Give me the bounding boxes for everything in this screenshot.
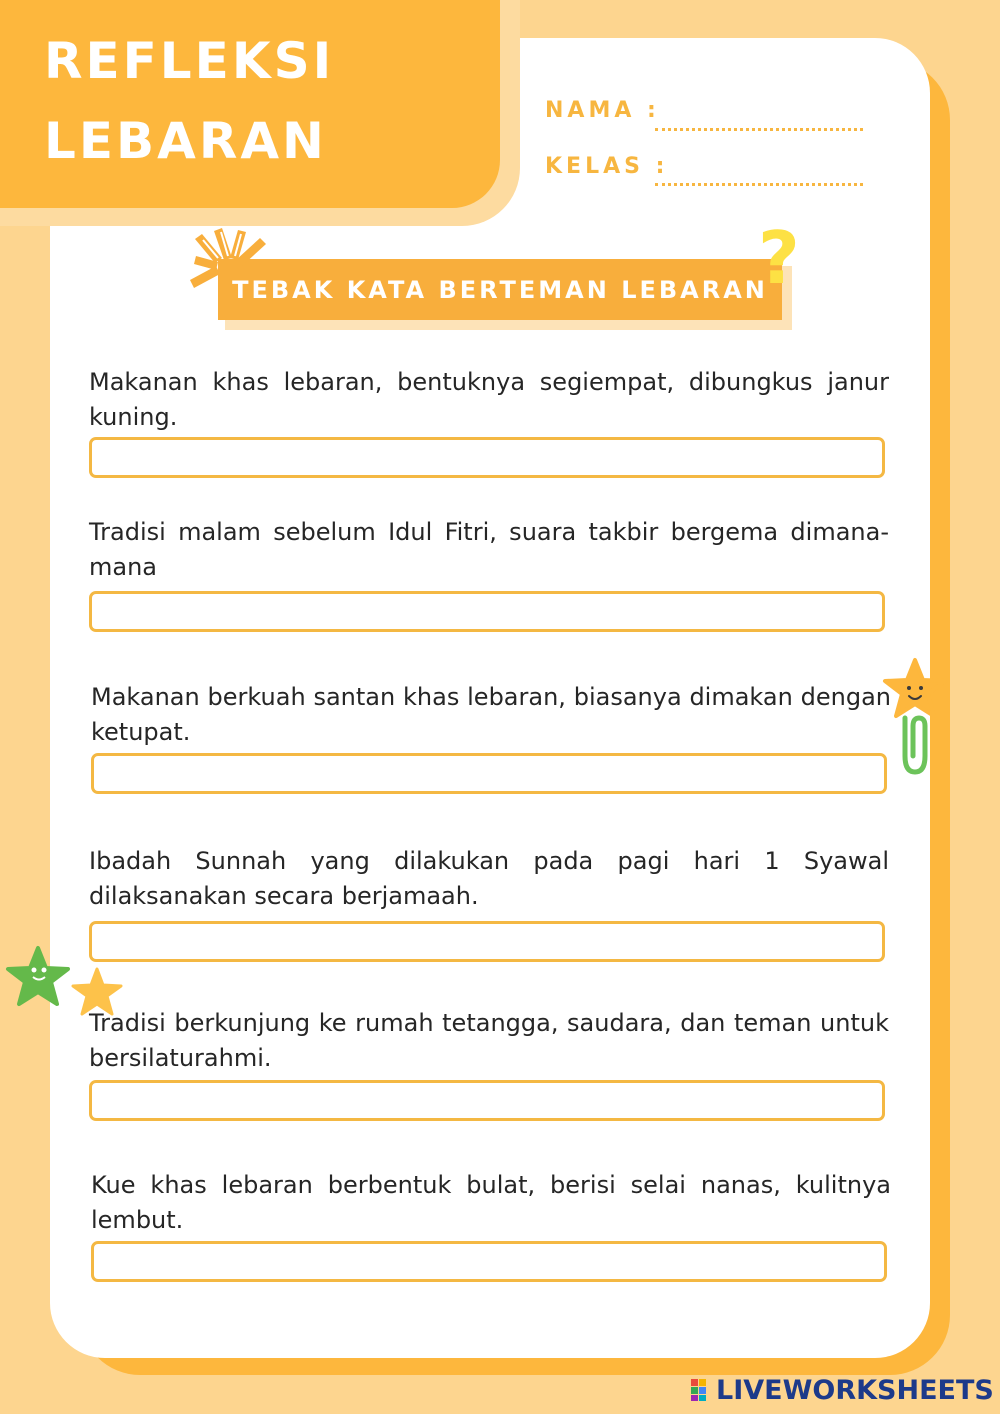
question-4: Ibadah Sunnah yang dilakukan pada pagi hari 1 Syawal dilaksanakan secara berjamaah. [89, 847, 889, 910]
banner-text: TEBAK KATA BERTEMAN LEBARAN [232, 275, 768, 304]
liveworksheets-logo-icon [690, 1378, 716, 1402]
question-mark-icon: ? [758, 216, 800, 300]
answer-input-3[interactable] [91, 753, 887, 794]
title-box [0, 0, 500, 208]
brand-text: LIVEWORKSHEETS [716, 1374, 994, 1406]
starburst-icon [186, 226, 270, 292]
section-banner [218, 259, 782, 320]
class-label: KELAS : [545, 154, 669, 179]
yellow-star-icon [68, 966, 126, 1018]
question-1: Makanan khas lebaran, bentuknya segiempat, dibungkus janur kuning. [89, 368, 889, 431]
question-3: Makanan berkuah santan khas lebaran, biasanya dimakan dengan ketupat. [91, 683, 891, 746]
title-line-2: LEBARAN [44, 112, 327, 170]
green-star-icon [4, 944, 72, 1010]
name-label: NAMA : [545, 98, 660, 123]
question-5: Tradisi berkunjung ke rumah tetangga, saudara, dan teman untuk bersilaturahmi. [89, 1009, 889, 1072]
liveworksheets-brand [690, 1375, 994, 1405]
class-field-line[interactable] [655, 183, 863, 186]
answer-input-5[interactable] [89, 1080, 885, 1121]
paperclip-icon [893, 712, 933, 778]
title-line-1: REFLEKSI [44, 32, 335, 90]
question-2: Tradisi malam sebelum Idul Fitri, suara takbir bergema dimana-mana [89, 518, 889, 581]
answer-input-4[interactable] [89, 921, 885, 962]
name-field-line[interactable] [655, 128, 863, 131]
question-6: Kue khas lebaran berbentuk bulat, berisi selai nanas, kulitnya lembut. [91, 1171, 891, 1234]
answer-input-2[interactable] [89, 591, 885, 632]
answer-input-1[interactable] [89, 437, 885, 478]
answer-input-6[interactable] [91, 1241, 887, 1282]
